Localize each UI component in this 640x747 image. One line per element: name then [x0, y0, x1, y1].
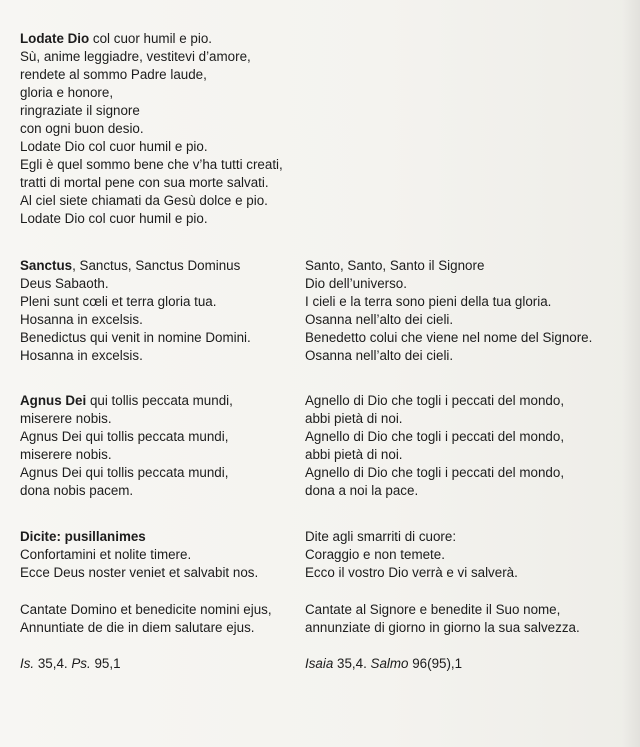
- agnus-latin-line: Agnus Dei qui tollis peccata mundi,: [20, 465, 229, 480]
- hymn-line-0: [20, 30, 283, 48]
- agnus-latin-block: [20, 392, 233, 500]
- sanctus-latin-line: Benedictus qui venit in nomine Domini.: [20, 330, 251, 345]
- sanctus-first-line-rest: , Sanctus, Sanctus Dominus: [72, 258, 241, 273]
- agnus-italian-line: Agnello di Dio che togli i peccati del mondo,: [305, 429, 565, 444]
- dicite-italian-line: Coraggio e non temete.: [305, 547, 445, 562]
- agnus-italian-line: Agnello di Dio che togli i peccati del mondo,: [305, 465, 565, 480]
- hymn-block: [20, 30, 283, 228]
- sanctus-latin-line: Hosanna in excelsis.: [20, 312, 143, 327]
- agnus-italian-line: abbi pietà di noi.: [305, 447, 403, 462]
- agnus-latin-line: Agnus Dei qui tollis peccata mundi,: [20, 429, 229, 444]
- dicite-latin-line: Ecce Deus noster veniet et salvabit nos.: [20, 565, 259, 580]
- sanctus-italian-line: I cieli e la terra sono pieni della tua gloria.: [305, 294, 552, 309]
- cantate-italian-line: Cantate al Signore e benedite il Suo nome,: [305, 602, 561, 617]
- latin-reference: [20, 655, 121, 673]
- dicite-italian-block: [305, 528, 518, 582]
- sanctus-italian-line: Osanna nell’alto dei cieli.: [305, 312, 454, 327]
- sanctus-italian-line: Dio dell’universo.: [305, 276, 407, 291]
- sanctus-latin-line-0: [20, 257, 251, 275]
- sanctus-italian-block: [305, 257, 592, 365]
- scan-edge-shadow: [622, 0, 640, 747]
- agnus-italian-block: [305, 392, 564, 500]
- hymn-line: Lodate Dio col cuor humil e pio.: [20, 211, 208, 226]
- dicite-latin-block: [20, 528, 258, 582]
- agnus-latin-line: dona nobis pacem.: [20, 483, 134, 498]
- ref-book-isaiah: Is.: [20, 656, 35, 671]
- hymn-first-line-rest: col cuor humil e pio.: [89, 31, 212, 46]
- cantate-italian-line: annunziate di giorno in giorno la sua salvezza.: [305, 620, 580, 635]
- sanctus-latin-line: Pleni sunt cœli et terra gloria tua.: [20, 294, 217, 309]
- hymn-line: Lodate Dio col cuor humil e pio.: [20, 139, 208, 154]
- dicite-italian-line: Ecco il vostro Dio verrà e vi salverà.: [305, 565, 518, 580]
- agnus-title: Agnus Dei: [20, 393, 87, 408]
- ref-book-isaia: Isaia: [305, 656, 334, 671]
- agnus-latin-line-0: [20, 392, 233, 410]
- dicite-latin-line: Confortamini et nolite timere.: [20, 547, 192, 562]
- ref-chapter-psalm: 95,1: [90, 656, 121, 671]
- italian-reference: [305, 655, 462, 673]
- sanctus-italian-line: Osanna nell’alto dei cieli.: [305, 348, 454, 363]
- cantate-latin-line: Annuntiate de die in diem salutare ejus.: [20, 620, 255, 635]
- sanctus-italian-line: Santo, Santo, Santo il Signore: [305, 258, 485, 273]
- dicite-title: Dicite: pusillanimes: [20, 529, 146, 544]
- hymn-line: Egli è quel sommo bene che v’ha tutti creati,: [20, 157, 283, 172]
- hymn-line: con ogni buon desio.: [20, 121, 144, 136]
- hymn-line: rendete al sommo Padre laude,: [20, 67, 207, 82]
- ref-chapter-isaiah: 35,4.: [34, 656, 72, 671]
- agnus-latin-line: miserere nobis.: [20, 447, 112, 462]
- hymn-line: ringraziate il signore: [20, 103, 140, 118]
- ref-book-salmo: Salmo: [370, 656, 409, 671]
- cantate-latin-block: [20, 601, 272, 637]
- italian-reference-line: [305, 655, 462, 673]
- hymn-line: Al ciel siete chiamati da Gesù dolce e pio.: [20, 193, 268, 208]
- ref-chapter-isaia: 35,4.: [333, 656, 371, 671]
- hymn-line: Sù, anime leggiadre, vestitevi d’amore,: [20, 49, 251, 64]
- hymn-title: Lodate Dio: [20, 31, 90, 46]
- sanctus-italian-line: Benedetto colui che viene nel nome del Signore.: [305, 330, 593, 345]
- sanctus-latin-line: Hosanna in excelsis.: [20, 348, 143, 363]
- hymn-line: gloria e honore,: [20, 85, 114, 100]
- agnus-italian-line: abbi pietà di noi.: [305, 411, 403, 426]
- cantate-latin-line: Cantate Domino et benedicite nomini ejus,: [20, 602, 272, 617]
- dicite-italian-line: Dite agli smarriti di cuore:: [305, 529, 457, 544]
- agnus-italian-line: dona a noi la pace.: [305, 483, 419, 498]
- agnus-first-line-rest: qui tollis peccata mundi,: [86, 393, 233, 408]
- ref-chapter-salmo: 96(95),1: [408, 656, 463, 671]
- sanctus-title: Sanctus: [20, 258, 73, 273]
- hymn-line: tratti di mortal pene con sua morte salvati.: [20, 175, 269, 190]
- agnus-italian-line: Agnello di Dio che togli i peccati del mondo,: [305, 393, 565, 408]
- agnus-latin-line: miserere nobis.: [20, 411, 112, 426]
- sanctus-latin-line: Deus Sabaoth.: [20, 276, 109, 291]
- latin-reference-line: [20, 655, 121, 673]
- sanctus-latin-block: [20, 257, 251, 365]
- ref-book-psalm: Ps.: [71, 656, 91, 671]
- cantate-italian-block: [305, 601, 580, 637]
